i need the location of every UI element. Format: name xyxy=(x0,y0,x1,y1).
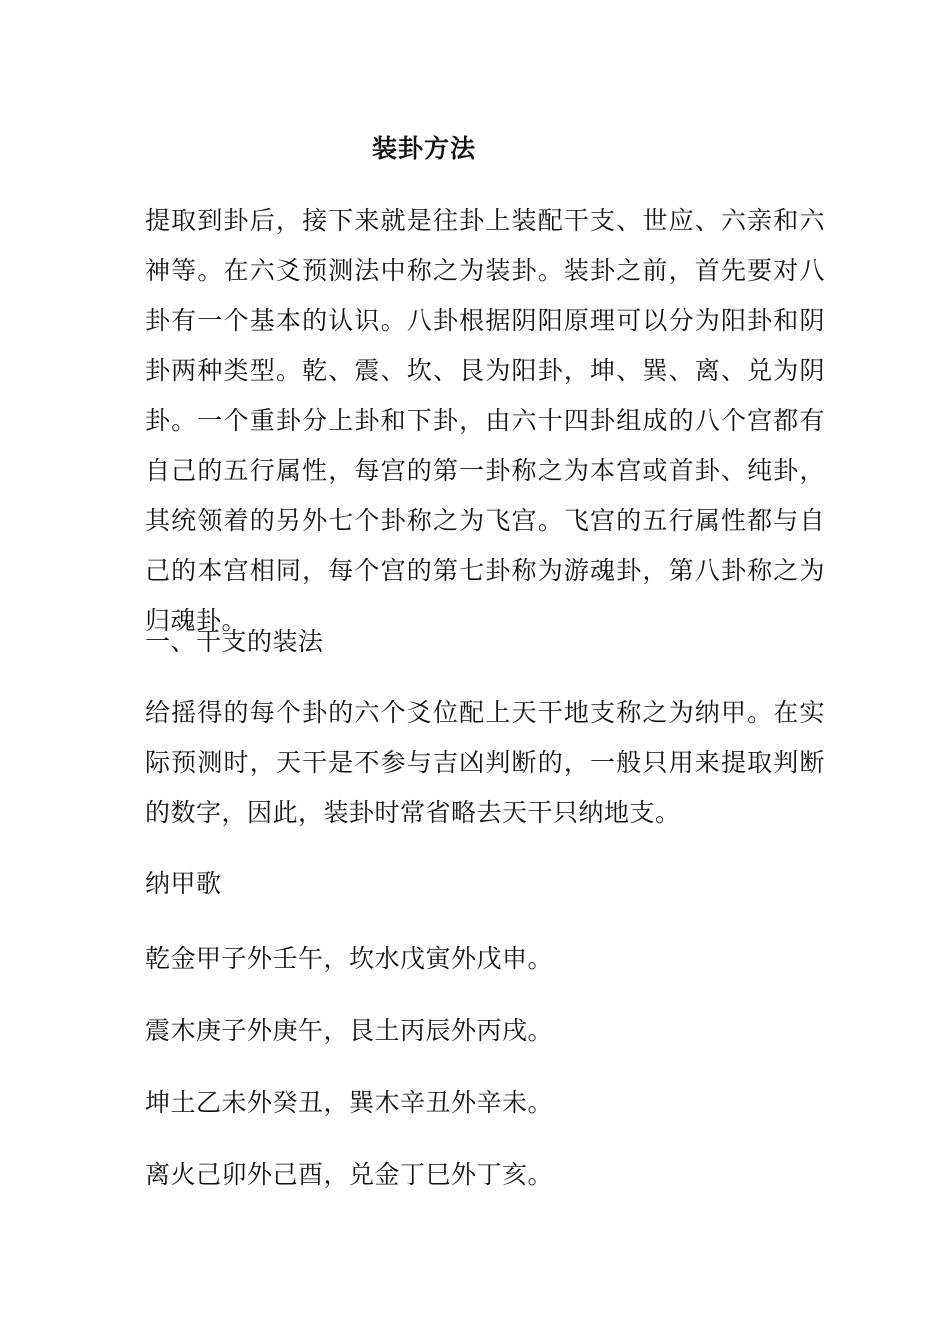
verse-line: 乾金甲子外壬午，坎水戊寅外戊申。 xyxy=(145,944,554,973)
verse-line: 离火己卯外己酉，兑金丁巳外丁亥。 xyxy=(145,1160,554,1189)
section-heading-ganzhi: 一、干支的装法 xyxy=(145,627,324,656)
page-title: 装卦方法 xyxy=(371,134,476,163)
najia-song-heading: 纳甲歌 xyxy=(145,869,222,898)
verse-line: 震木庚子外庚午，艮土丙辰外丙戌。 xyxy=(145,1016,554,1045)
intro-paragraph: 提取到卦后，接下来就是往卦上装配干支、世应、六亲和六神等。在六爻预测法中称之为装卦。装卦之前，首先要对八卦有一个基本的认识。八卦根据阴阳原理可以分为阳卦和阴卦两种类型。乾、震、坎、艮为阳卦，坤、巽、离、兑为阴卦。一个重卦分上卦和下卦，由六十四卦组成的八个宫都有自己的五行属性，每宫的第一卦称之为本宫或首卦、纯卦，其统领着的另外七个卦称之为飞宫。飞宫的五行属性都与自己的本宫相同，每个宫的第七卦称为游魂卦，第八卦称之为归魂卦。 xyxy=(145,206,825,635)
verse-line: 坤土乙未外癸丑，巽木辛丑外辛未。 xyxy=(145,1088,554,1117)
najia-paragraph: 给摇得的每个卦的六个爻位配上天干地支称之为纳甲。在实际预测时，天干是不参与吉凶判断的，一般只用来提取判断的数字，因此，装卦时常省略去天干只纳地支。 xyxy=(145,698,825,827)
